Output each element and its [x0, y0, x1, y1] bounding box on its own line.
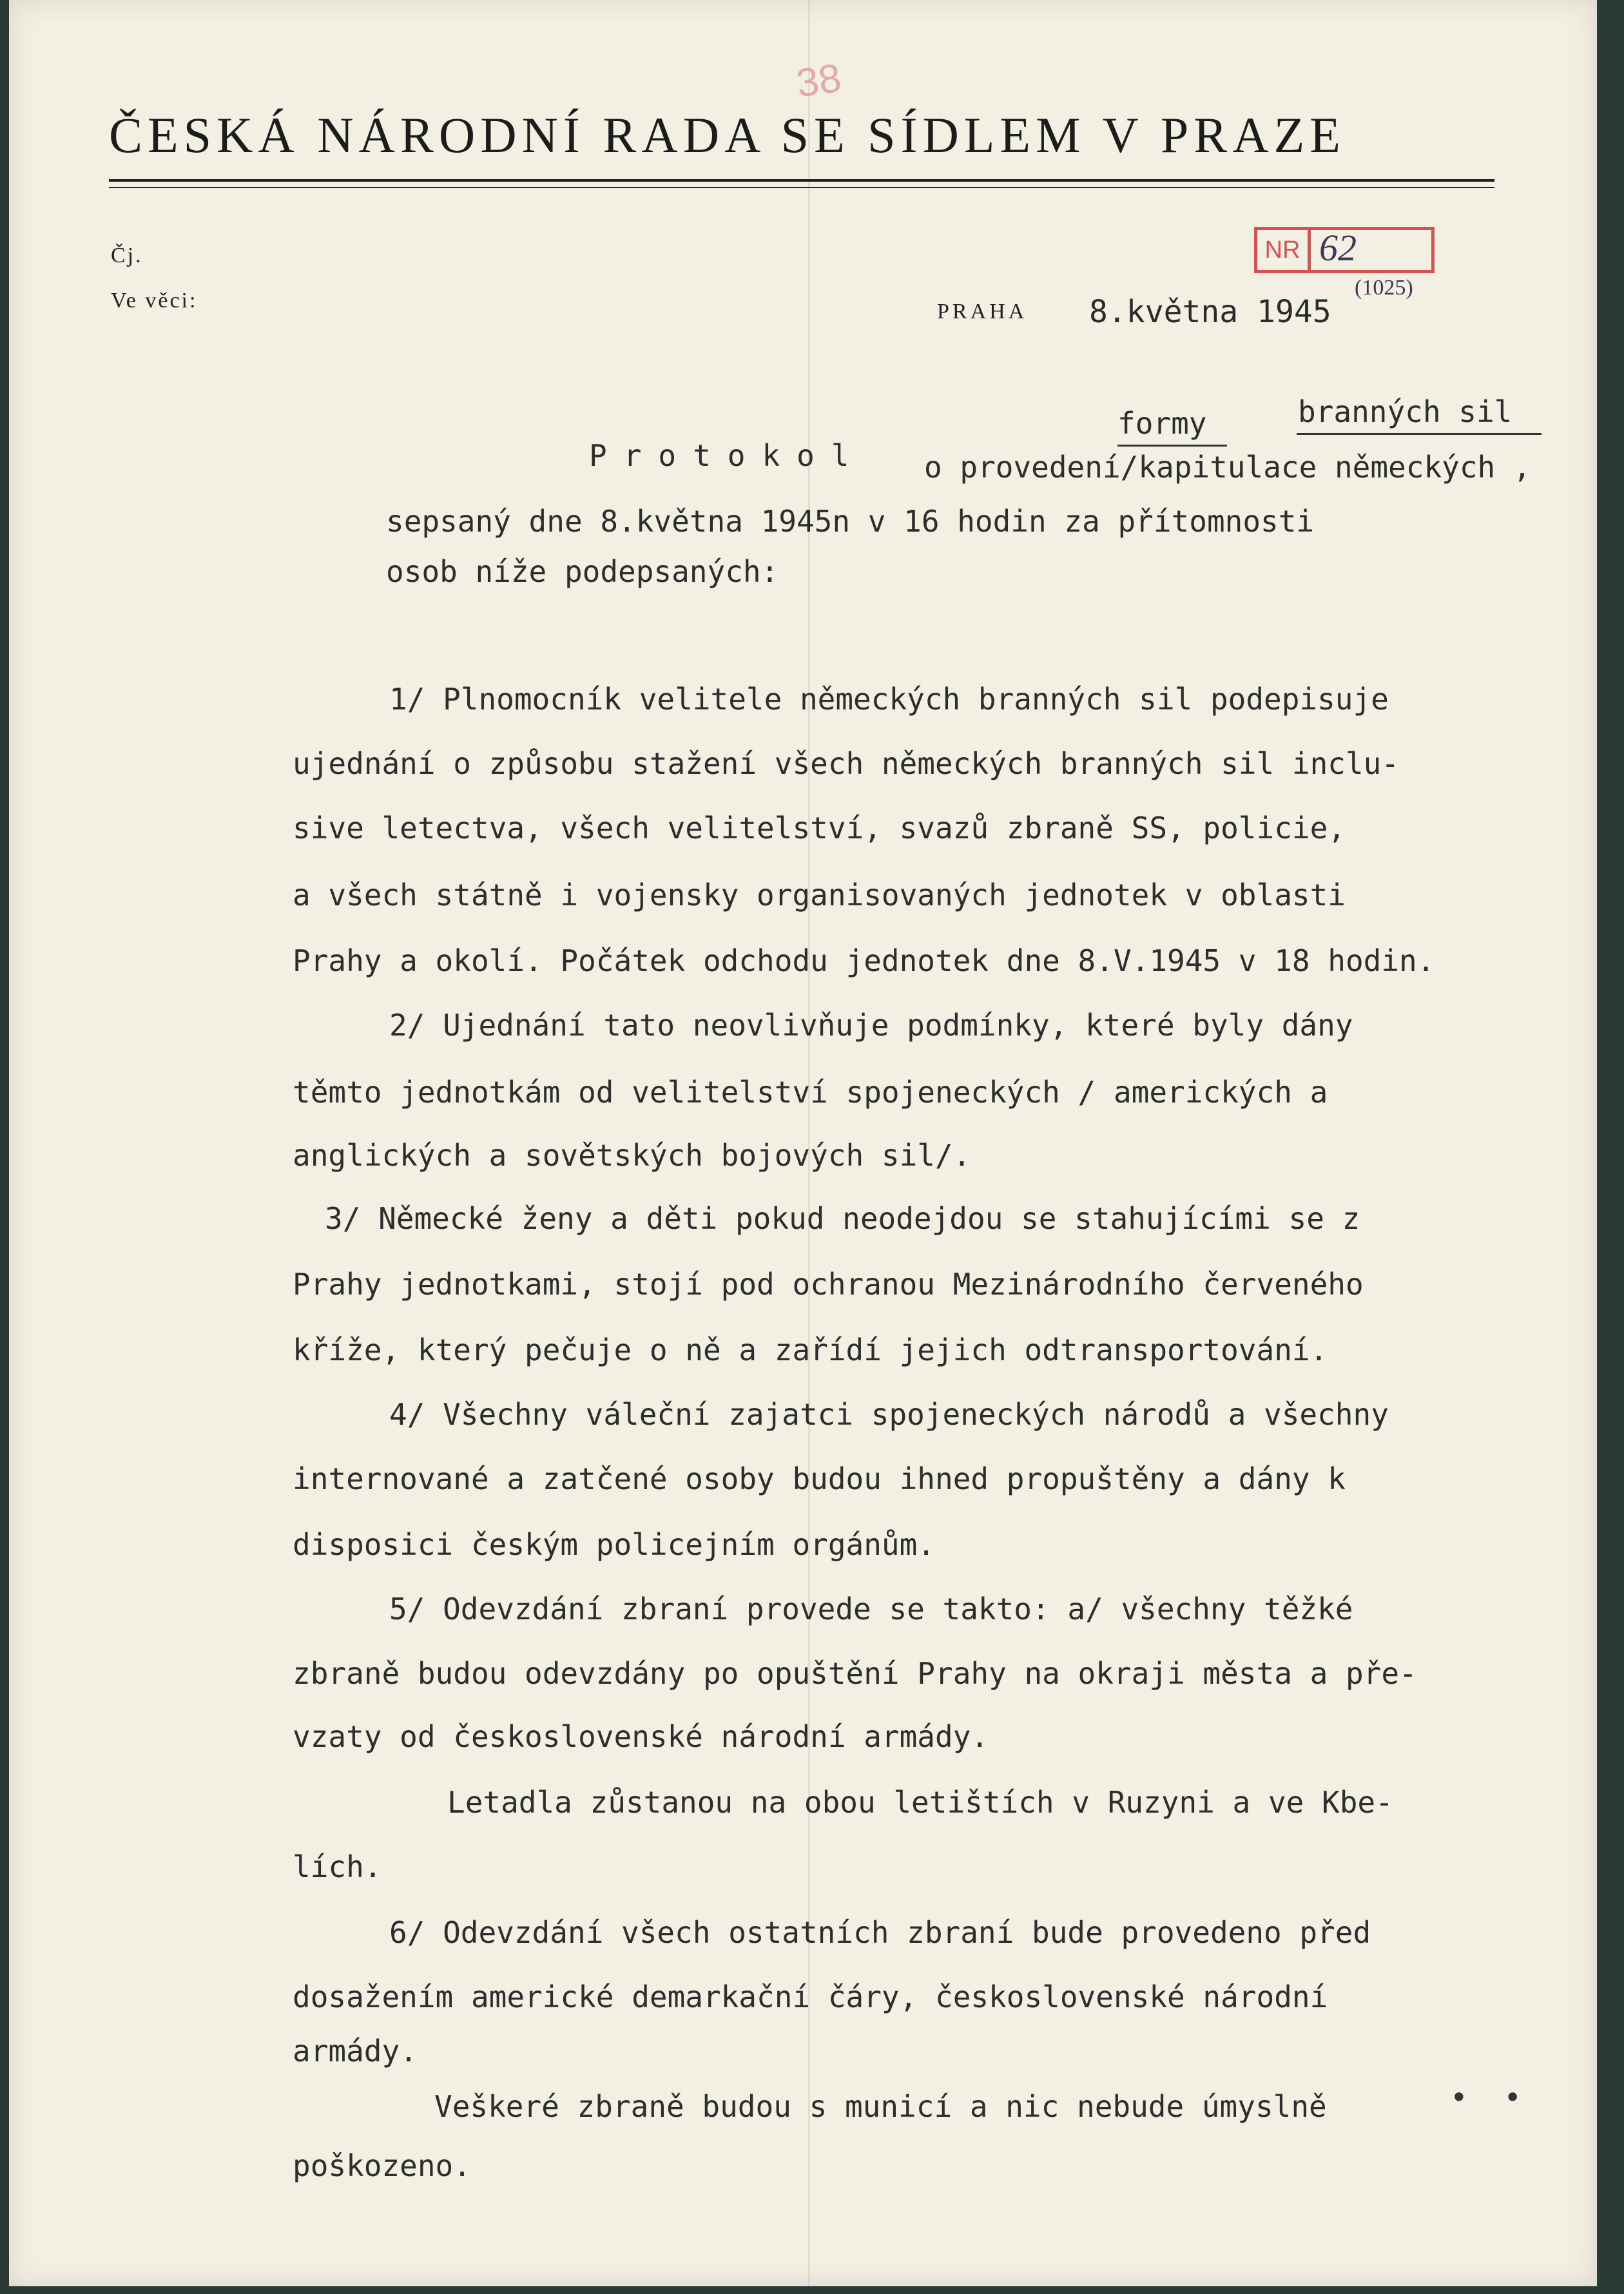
body-line: poškozeno. [293, 2148, 471, 2183]
insertion-underline [1117, 445, 1227, 447]
pencil-number: 38 [793, 55, 844, 106]
place-label: PRAHA [937, 300, 1028, 323]
body-line: 6/ Odevzdání všech ostatních zbraní bude provedeno před [389, 1915, 1371, 1950]
body-line: Letadla zůstanou na obou letištích v Ruzyni a ve Kbe- [447, 1785, 1393, 1820]
body-line: anglických a sovětských bojových sil/. [293, 1138, 971, 1173]
body-line: ujednání o způsobu stažení všech německých branných sil inclu- [293, 746, 1400, 781]
letterhead-rule-thin [109, 187, 1494, 188]
subject-label: Ve věci: [111, 289, 198, 313]
body-line: disposici českým policejním orgánům. [293, 1527, 935, 1562]
insertion-brannych-sil: branných sil [1298, 394, 1513, 429]
reference-label: Čj. [111, 244, 143, 267]
body-line: těmto jednotkám od velitelství spojeneckých / amerických a [293, 1075, 1328, 1110]
body-line: vzaty od československé národní armády. [293, 1719, 989, 1754]
registry-stamp [1254, 227, 1435, 273]
stamp-subnumber: (1025) [1355, 276, 1413, 300]
stamp-number: 62 [1319, 227, 1357, 269]
intro-line: sepsaný dne 8.května 1945n v 16 hodin za přítomnosti [386, 504, 1315, 539]
body-line: 5/ Odevzdání zbraní provede se takto: a/ všechny těžké [389, 1592, 1353, 1626]
insertion-formy: formy [1117, 406, 1207, 441]
body-line: Veškeré zbraně budou s municí a nic nebude úmyslně [434, 2089, 1327, 2124]
body-line: 1/ Plnomocník velitele německých branných sil podepisuje [389, 682, 1389, 717]
document-date: 8.května 1945 [1089, 294, 1331, 330]
protocol-title-rest: o provedení/kapitulace německých , [924, 450, 1531, 485]
document-sheet [9, 0, 1597, 2286]
body-line: lích. [293, 1849, 382, 1884]
body-line: Prahy jednotkami, stojí pod ochranou Mezinárodního červeného [293, 1267, 1364, 1302]
body-line: armády. [293, 2034, 418, 2068]
trailing-marks: • • [1450, 2080, 1531, 2115]
body-line: zbraně budou odevzdány po opuštění Prahy na okraji města a pře- [293, 1656, 1417, 1691]
body-line: a všech státně i vojensky organisovaných jednotek v oblasti [293, 878, 1346, 912]
body-line: Prahy a okolí. Počátek odchodu jednotek dne 8.V.1945 v 18 hodin. [293, 943, 1435, 978]
body-line: sive letectva, všech velitelství, svazů zbraně SS, policie, [293, 811, 1346, 845]
body-line: 3/ Německé ženy a děti pokud neodejdou se stahujícími se z [325, 1201, 1360, 1236]
body-line: kříže, který pečuje o ně a zařídí jejich odtransportování. [293, 1333, 1328, 1367]
letterhead: ČESKÁ NÁRODNÍ RADA SE SÍDLEM V PRAZE [109, 107, 1346, 163]
body-line: internované a zatčené osoby budou ihned propuštěny a dány k [293, 1461, 1346, 1496]
body-line: dosažením americké demarkační čáry, československé národní [293, 1980, 1328, 2014]
body-line: 4/ Všechny váleční zajatci spojeneckých národů a všechny [389, 1397, 1389, 1432]
letterhead-rule [109, 179, 1494, 182]
insertion-underline [1297, 433, 1542, 435]
intro-line: osob níže podepsaných: [386, 554, 779, 589]
protocol-title: Protokol [589, 438, 866, 473]
stamp-prefix: NR [1257, 230, 1311, 270]
body-line: 2/ Ujednání tato neovlivňuje podmínky, které byly dány [389, 1008, 1353, 1043]
